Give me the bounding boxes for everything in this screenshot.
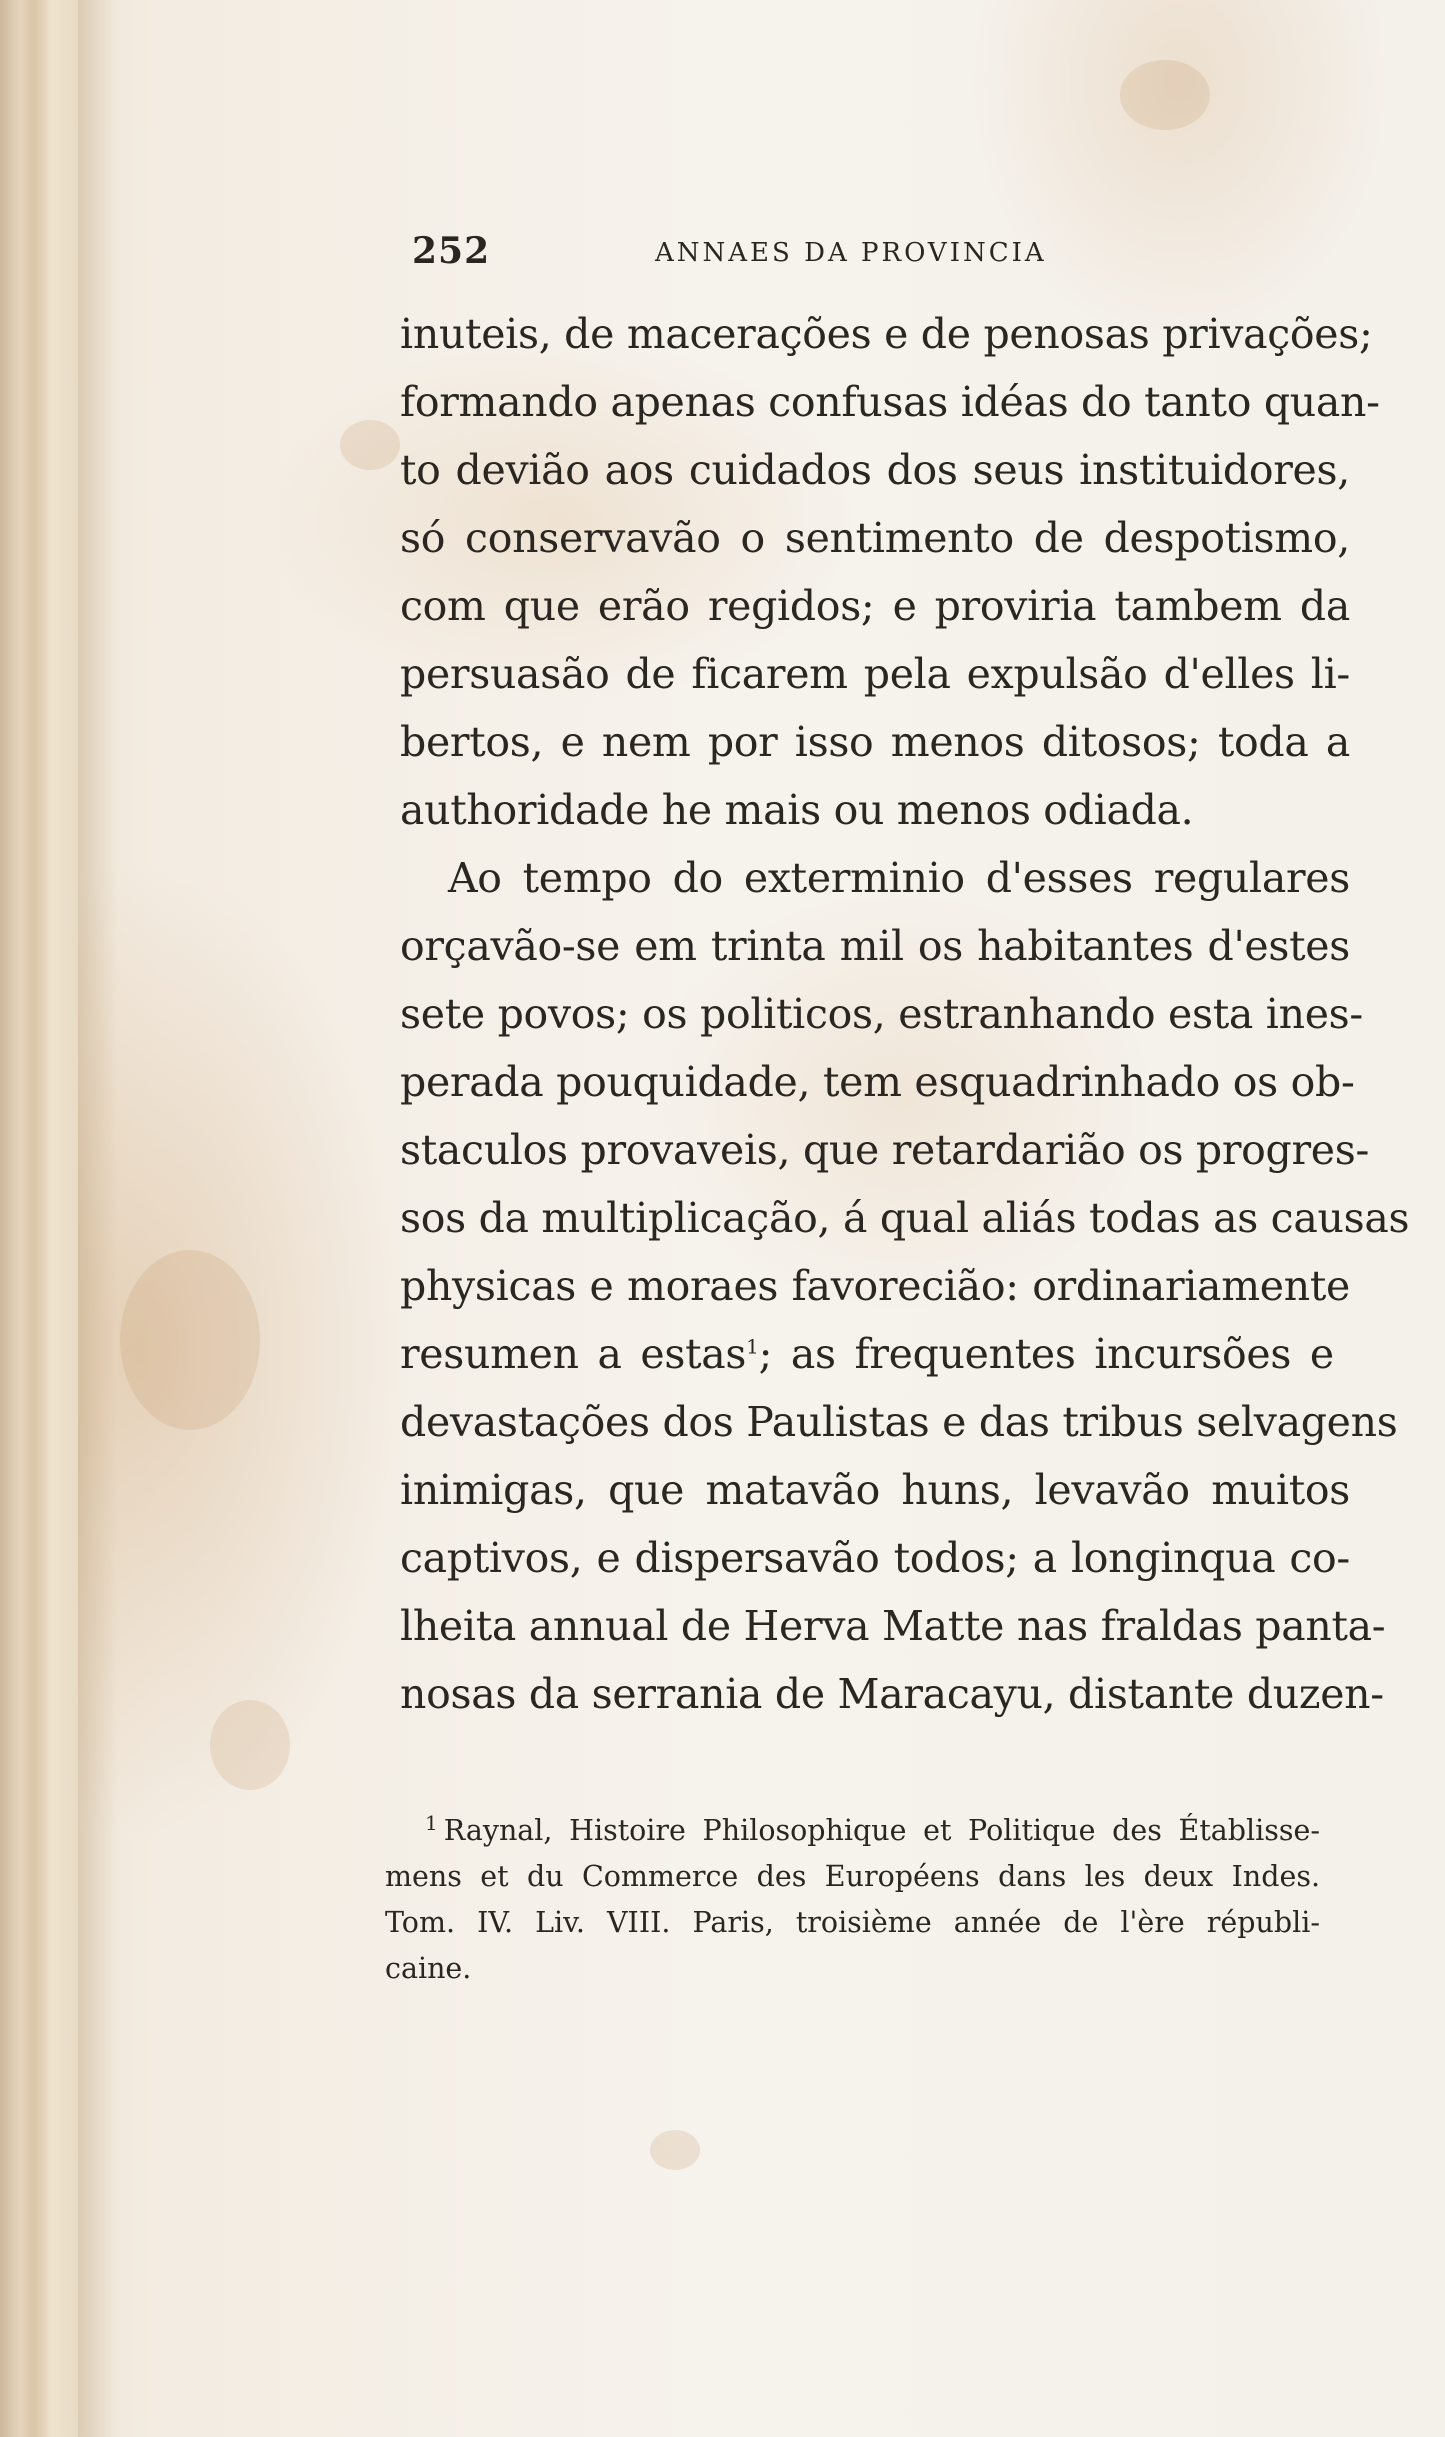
text-line: Ao tempo do exterminio d'esses regulares [448,854,1350,902]
text-line: com que erão regidos; e proviria tambem da [400,582,1350,630]
text-line: formando apenas confusas idéas do tanto quan- [400,378,1380,426]
foxing-spot [210,1700,290,1790]
text-line-with-note [400,1320,1350,1388]
running-title: ANNAES DA PROVINCIA [655,238,1047,268]
footnote-line: caine. [385,1952,472,1985]
footnote [385,1808,1320,1992]
text-line: orçavão-se em trinta mil os habitantes d'estes [400,922,1350,970]
foxing-spot [120,1250,260,1430]
footnote-line [385,1808,1320,1854]
running-head [400,230,1080,300]
footnote-line: Tom. IV. Liv. VIII. Paris, troisième année de l'ère républi- [385,1906,1320,1939]
page-edge [0,0,78,2437]
text-block [400,230,1410,1728]
text-line: physicas e moraes favorecião: ordinariamente [400,1262,1350,1310]
foxing-spot [650,2130,700,2170]
text-fragment: resumen a estas [400,1330,747,1378]
text-line: nosas da serrania de Maracayu, distante duzen- [400,1670,1384,1718]
foxing-spot [340,420,400,470]
text-line: authoridade he mais ou menos odiada. [400,786,1194,834]
footnote-reference: 1 [746,1334,759,1359]
text-line: perada pouquidade, tem esquadrinhado os ob- [400,1058,1355,1106]
gutter-shadow [78,0,118,2437]
text-fragment: ; as frequentes incursões e [758,1330,1334,1378]
text-line: staculos provaveis, que retardarião os progres- [400,1126,1370,1174]
text-line: inimigas, que matavão huns, levavão muitos [400,1466,1350,1514]
text-line: lheita annual de Herva Matte nas fraldas panta- [400,1602,1386,1650]
footnote-marker: 1 [425,1810,438,1835]
text-line: to devião aos cuidados dos seus instituidores, [400,446,1350,494]
text-line: captivos, e dispersavão todos; a longinqua co- [400,1534,1350,1582]
footnote-line: mens et du Commerce des Européens dans les deux Indes. [385,1860,1320,1893]
text-line: persuasão de ficarem pela expulsão d'elles li- [400,650,1350,698]
text-line: bertos, e nem por isso menos ditosos; toda a [400,718,1350,766]
text-line: sos da multiplicação, á qual aliás todas as causas [400,1194,1410,1242]
page-number: 252 [412,230,491,272]
text-line: devastações dos Paulistas e das tribus selvagens [400,1398,1398,1446]
foxing-spot [1120,60,1210,130]
text-line: inuteis, de macerações e de penosas privações; [400,310,1373,358]
text-line: sete povos; os politicos, estranhando esta ines- [400,990,1363,1038]
text-line: só conservavão o sentimento de despotismo, [400,514,1350,562]
footnote-text: Raynal, Histoire Philosophique et Politique des Établisse- [443,1814,1320,1847]
